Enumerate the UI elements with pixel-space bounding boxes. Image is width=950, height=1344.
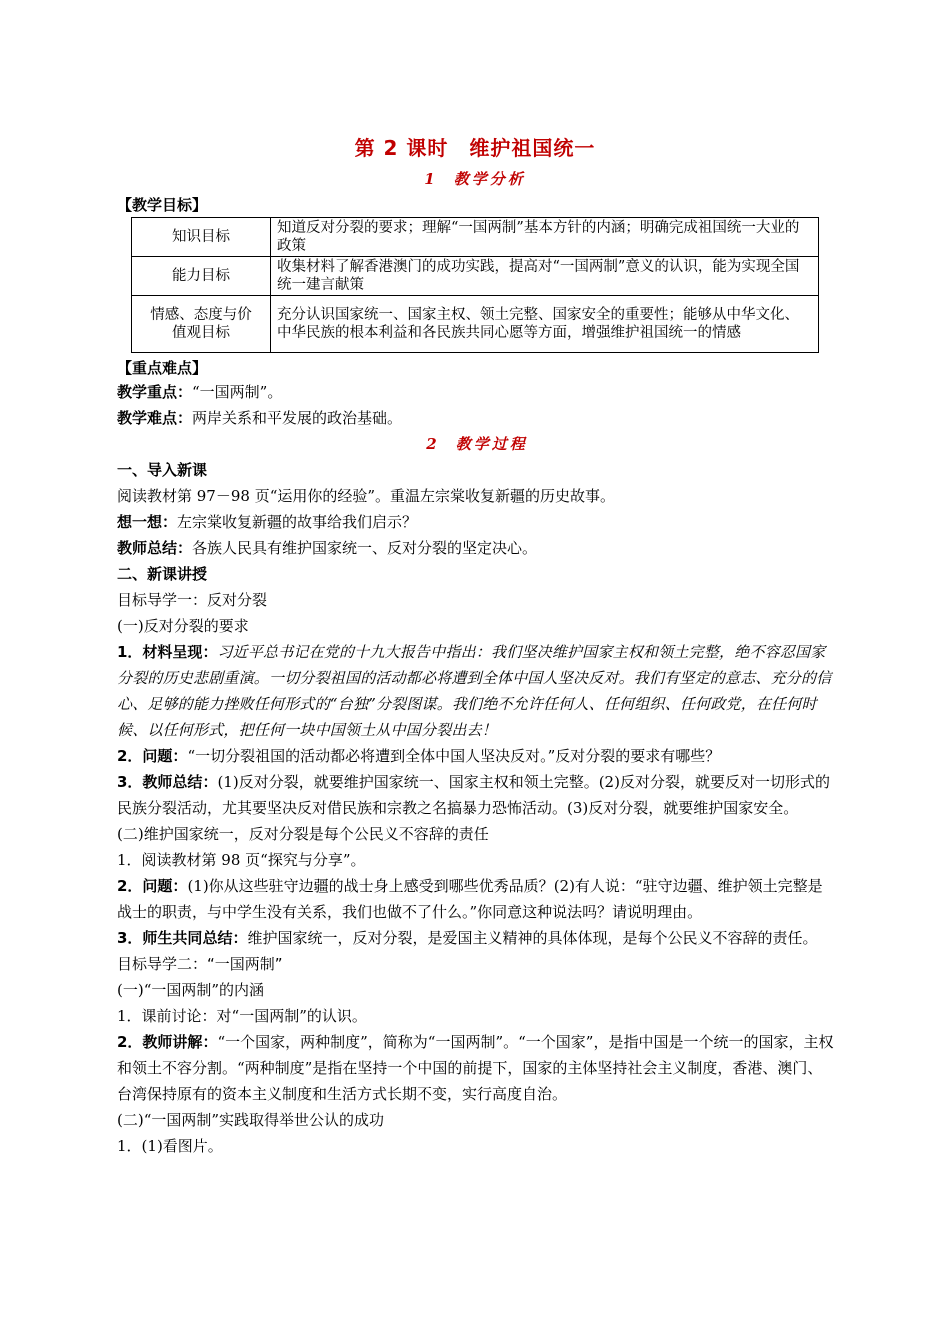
p2-item3-label: 3．师生共同总结： xyxy=(117,929,248,947)
p2-item2-label: 2．问题： xyxy=(117,877,188,895)
p2-item3-text: 维护国家统一，反对分裂，是爱国主义精神的具体体现，是每个公民义不容辞的责任。 xyxy=(247,929,818,947)
p2-item1: 1．阅读教材第 98 页“探究与分享”。 xyxy=(117,851,366,869)
table-row xyxy=(132,257,819,296)
think-text: 左宗棠收复新疆的故事给我们启示？ xyxy=(177,513,418,531)
intro-think xyxy=(117,509,837,535)
difficult-point-label: 教学难点： xyxy=(117,409,193,427)
p3-item1: 1．课前讨论：对“一国两制”的认识。 xyxy=(117,1007,367,1025)
p2-item2-text: (1)你从这些驻守边疆的战士身上感受到哪些优秀品质？(2)有人说：“驻守边疆、维护领土完整是战士的职责，与中学生没有关系，我们也做不了什么。”你同意这种说法吗？请说明理由。 xyxy=(117,877,823,921)
goal-label: 能力目标 xyxy=(132,257,271,296)
part3-title: (一)“一国两制”的内涵 xyxy=(117,981,265,999)
page-title: 第 2 课时 维护祖国统一 xyxy=(354,136,596,160)
key-point xyxy=(117,379,837,405)
item1-label: 1．材料呈现： xyxy=(117,643,218,661)
section-heading-process xyxy=(117,431,837,457)
item3-label: 3．教师总结： xyxy=(117,773,218,791)
goal1-heading: 目标导学一：反对分裂 xyxy=(117,591,268,609)
key-point-text: “一国两制”。 xyxy=(192,383,283,401)
p3-item2 xyxy=(117,1029,837,1107)
table-row xyxy=(132,296,819,353)
item3 xyxy=(117,769,837,821)
item1-text: 习近平总书记在党的十九大报告中指出：我们坚决维护国家主权和领土完整，绝不容忍国家分裂的历史悲剧重演。一切分裂祖国的活动都必将遭到全体中国人坚决反对。我们有坚定的意志、充分的信心、足够的能力挫败任何形式的“台独”分裂图谋。我们绝不允许任何人、任何组织、任何政党，在任何时候、以任何形式，把任何一块中国领土从中国分裂出去！ xyxy=(117,643,832,739)
part2-title: (二)维护国家统一，反对分裂是每个公民义不容辞的责任 xyxy=(117,825,489,843)
table-row xyxy=(132,218,819,257)
summary-label: 教师总结： xyxy=(117,539,193,557)
think-label: 想一想： xyxy=(117,513,178,531)
part1-title: (一)反对分裂的要求 xyxy=(117,617,249,635)
section-number: 2 xyxy=(426,435,440,453)
key-point-label: 教学重点： xyxy=(117,383,193,401)
lesson-heading: 二、新课讲授 xyxy=(117,565,208,583)
summary-text: 各族人民具有维护国家统一、反对分裂的坚定决心。 xyxy=(192,539,538,557)
section-label: 教学分析 xyxy=(453,170,526,188)
intro-read: 阅读教材第 97－98 页“运用你的经验”。重温左宗棠收复新疆的历史故事。 xyxy=(117,487,616,505)
section-number: 1 xyxy=(424,170,438,188)
goal-label: 情感、态度与价值观目标 xyxy=(132,296,271,353)
item2-label: 2．问题： xyxy=(117,747,188,765)
section-label: 教学过程 xyxy=(455,435,528,453)
p3-item2-text: “一个国家，两种制度”，简称为“一国两制”。“一个国家”，是指中国是一个统一的国家，主权和领土不容分割。“两种制度”是指在坚持一个中国的前提下，国家的主体坚持社会主义制度，香港、澳门、台湾保持原有的资本主义制度和生活方式长期不变，实行高度自治。 xyxy=(117,1033,834,1103)
item1 xyxy=(117,639,837,743)
p4-item1: 1．(1)看图片。 xyxy=(117,1137,223,1155)
p2-item3 xyxy=(117,925,837,951)
goals-table xyxy=(131,217,819,353)
p2-item2 xyxy=(117,873,837,925)
difficult-point-text: 两岸关系和平发展的政治基础。 xyxy=(192,409,403,427)
goal-text: 收集材料了解香港澳门的成功实践，提高对“一国两制”意义的认识，能为实现全国统一建言献策 xyxy=(271,257,819,296)
item2 xyxy=(117,743,837,769)
intro-summary xyxy=(117,535,837,561)
key-heading: 【重点难点】 xyxy=(117,359,208,377)
goal-text: 充分认识国家统一、国家主权、领土完整、国家安全的重要性；能够从中华文化、中华民族的根本利益和各民族共同心愿等方面，增强维护祖国统一的情感 xyxy=(271,296,819,353)
p3-item2-label: 2．教师讲解： xyxy=(117,1033,218,1051)
lesson-body xyxy=(117,379,837,1159)
part4-title: (二)“一国两制”实践取得举世公认的成功 xyxy=(117,1111,385,1129)
goal-text: 知道反对分裂的要求；理解“一国两制”基本方针的内涵；明确完成祖国统一大业的政策 xyxy=(271,218,819,257)
intro-heading: 一、导入新课 xyxy=(117,461,208,479)
item3-text: (1)反对分裂，就要维护国家统一、国家主权和领土完整。(2)反对分裂，就要反对一切形式的民族分裂活动，尤其要坚决反对借民族和宗教之名搞暴力恐怖活动。(3)反对分裂，就要维护国家安全。 xyxy=(117,773,830,817)
item2-text: “一切分裂祖国的活动都必将遭到全体中国人坚决反对。”反对分裂的要求有哪些？ xyxy=(187,747,721,765)
section-heading-analysis xyxy=(0,168,950,189)
goal-label: 知识目标 xyxy=(132,218,271,257)
goal2-heading: 目标导学二：“一国两制” xyxy=(117,955,283,973)
difficult-point xyxy=(117,405,837,431)
goals-heading: 【教学目标】 xyxy=(117,196,208,214)
